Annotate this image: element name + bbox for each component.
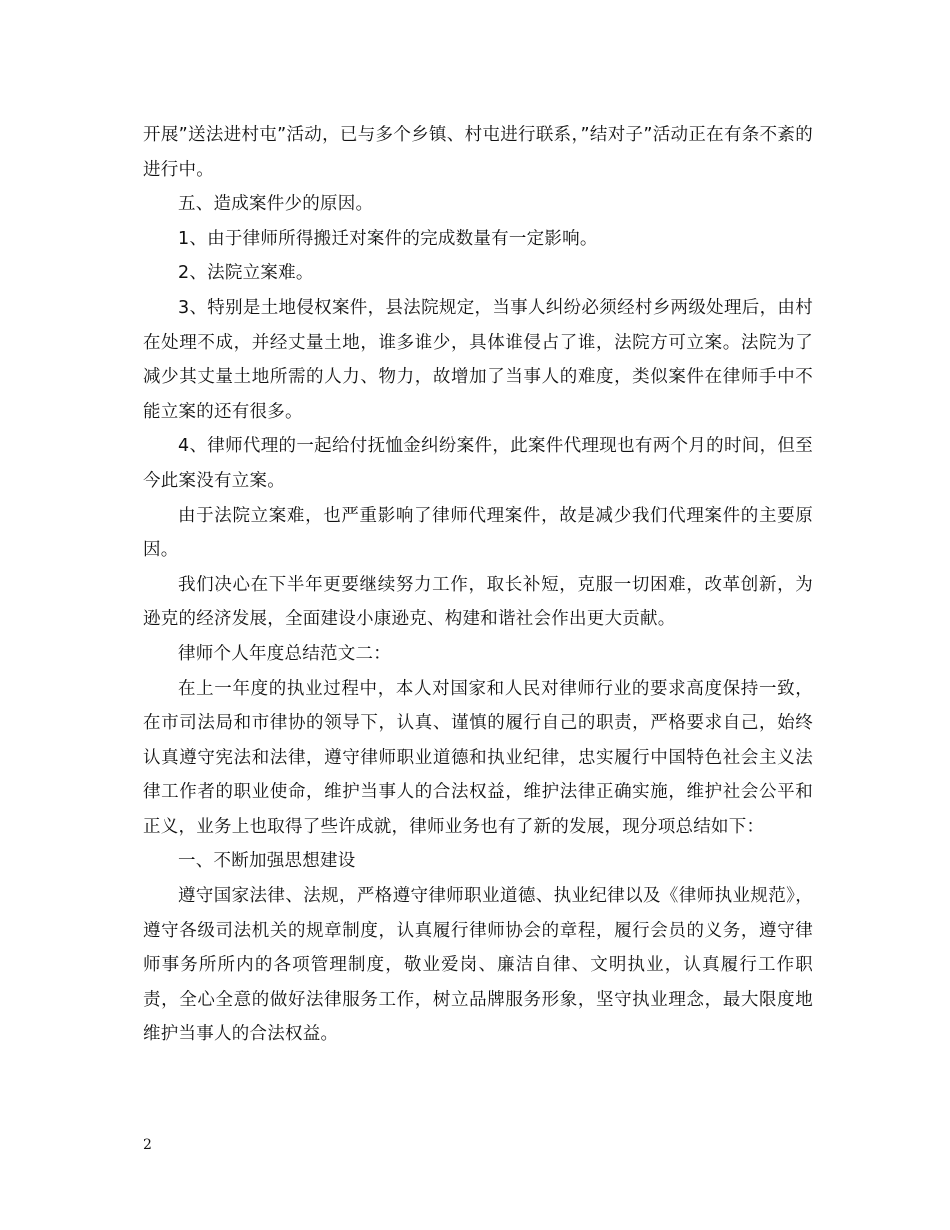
paragraph: 由于法院立案难，也严重影响了律师代理案件，故是减少我们代理案件的主要原因。 [143,505,813,561]
paragraph: 遵守国家法律、法规，严格遵守律师职业道德、执业纪律以及《律师执业规范》，遵守各级司法机关的规章制度，认真履行律师协会的章程，履行会员的义务，遵守律师事务所所内的各项管理制度，敬业爱岗、廉洁自律、文明执业，认真履行工作职责，全心全意的做好法律服务工作，树立品牌服务形象，坚守执业理念，最大限度地维护当事人的合法权益。 [143,886,813,1045]
page-number: 2 [143,1137,152,1153]
document-body [143,118,813,1052]
paragraph: 3、特别是土地侵权案件，县法院规定，当事人纠纷必须经村乡两级处理后，由村在处理不成，并经丈量土地，谁多谁少，具体谁侵占了谁，法院方可立案。法院为了减少其丈量土地所需的人力、物力，故增加了当事人的难度，类似案件在律师手中不能立案的还有很多。 [143,297,813,422]
paragraph: 开展”送法进村屯”活动，已与多个乡镇、村屯进行联系，”结对子”活动正在有条不紊的进行中。 [143,125,813,180]
paragraph: 在上一年度的执业过程中，本人对国家和人民对律师行业的要求高度保持一致，在市司法局和市律协的领导下，认真、谨慎的履行自己的职责，严格要求自己，始终认真遵守宪法和法律，遵守律师职业道德和执业纪律，忠实履行中国特色社会主义法律工作者的职业使命，维护当事人的合法权益，维护法律正确实施，维护社会公平和正义，业务上也取得了些许成就，律师业务也有了新的发展，现分项总结如下： [143,678,813,837]
section-heading: 一、不断加强思想建设 [178,851,356,872]
paragraph: 五、造成案件少的原因。 [178,194,374,215]
paragraph: 我们决心在下半年更要继续努力工作，取长补短，克服一切困难，改革创新，为逊克的经济发展，全面建设小康逊克、构建和谐社会作出更大贡献。 [143,574,813,630]
paragraph: 2、法院立案难。 [178,263,314,284]
section-heading: 律师个人年度总结范文二： [178,643,391,664]
paragraph: 4、律师代理的一起给付抚恤金纠纷案件，此案件代理现也有两个月的时间，但至今此案没有立案。 [143,436,813,491]
paragraph: 1、由于律师所得搬迁对案件的完成数量有一定影响。 [178,228,598,249]
